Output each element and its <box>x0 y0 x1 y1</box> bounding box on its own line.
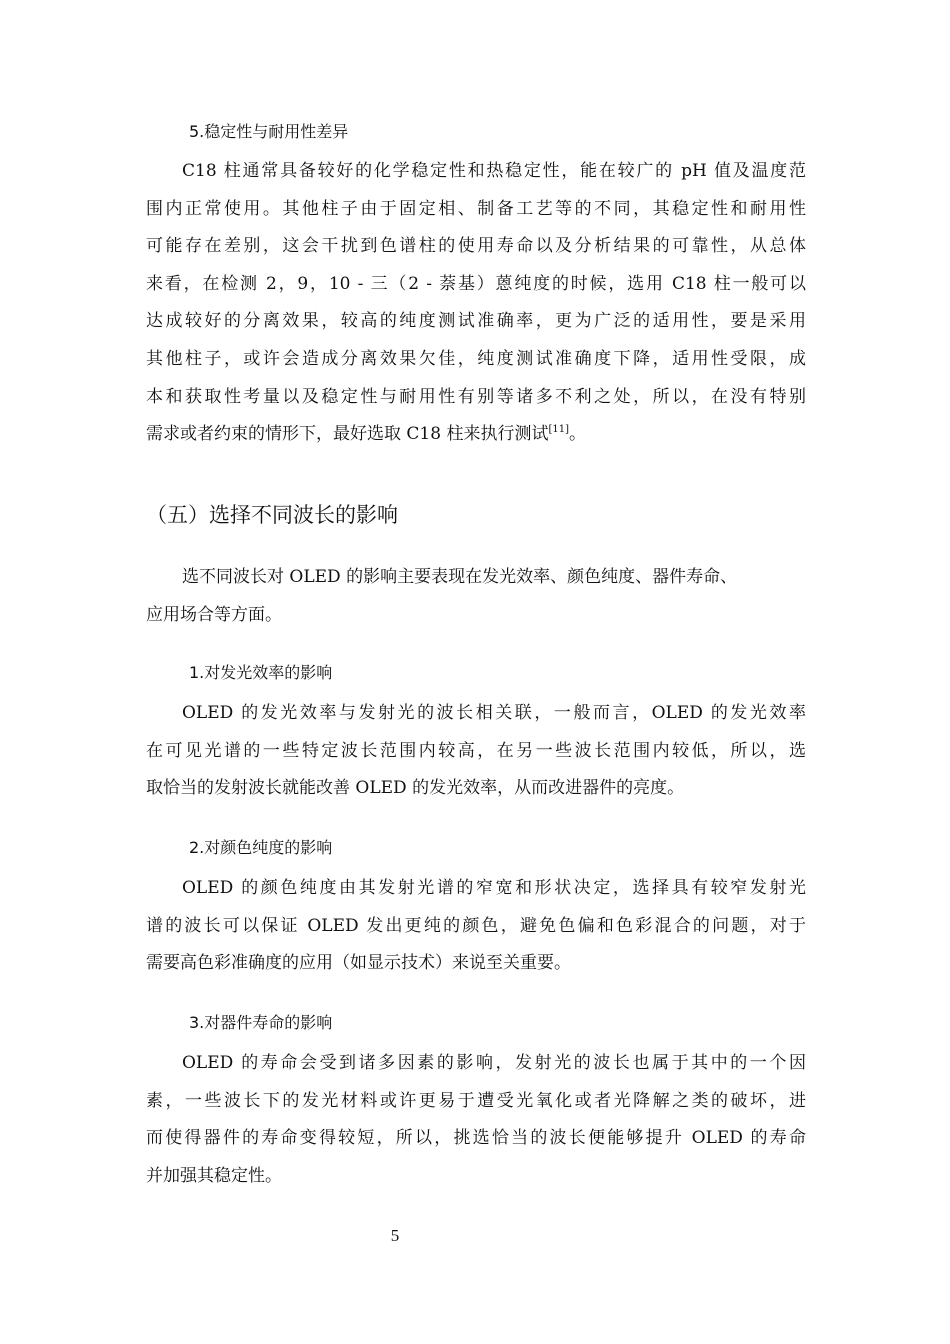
paragraph-line: 并加强其稳定性。 <box>146 1165 282 1186</box>
paragraph-line: 而使得器件的寿命变得较短，所以，挑选恰当的波长便能够提升 OLED 的寿命 <box>146 1128 806 1149</box>
chapter-heading: （五）选择不同波长的影响 <box>146 503 398 527</box>
paragraph-line: 围内正常使用。其他柱子由于固定相、制备工艺等的不同，其稳定性和耐用性 <box>146 198 806 219</box>
subsection-heading-efficiency: 1.对发光效率的影响 <box>189 663 333 682</box>
paragraph-line: 素，一些波长下的发光材料或许更易于遭受光氧化或者光降解之类的破坏，进 <box>146 1090 806 1111</box>
paragraph-line: C18 柱通常具备较好的化学稳定性和热稳定性，能在较广的 pH 值及温度范 <box>182 161 806 181</box>
paragraph-efficiency <box>146 695 806 808</box>
paragraph-line: OLED 的寿命会受到诸多因素的影响，发射光的波长也属于其中的一个因 <box>182 1053 806 1073</box>
paragraph-line: 在可见光谱的一些特定波长范围内较高，在另一些波长范围内较低，所以，选 <box>146 740 806 761</box>
paragraph-line: OLED 的颜色纯度由其发射光谱的窄宽和形状决定，选择具有较窄发射光 <box>182 878 806 898</box>
paragraph-color-purity <box>146 870 806 983</box>
last-line-text: 需求或者约束的情形下，最好选取 C18 柱来执行测试 <box>146 424 549 445</box>
citation-reference: [11] <box>548 424 569 436</box>
paragraph-line: 取恰当的发射波长就能改善 OLED 的发光效率，从而改进器件的亮度。 <box>146 778 685 799</box>
paragraph-line: 谱的波长可以保证 OLED 发出更纯的颜色，避免色偏和色彩混合的问题，对于 <box>146 915 806 936</box>
paragraph-line: 应用场合等方面。 <box>146 604 282 625</box>
paragraph-stability <box>146 153 806 454</box>
paragraph-line: 其他柱子，或许会造成分离效果欠佳，纯度测试准确度下降，适用性受限，成 <box>146 348 806 369</box>
paragraph-line: OLED 的发光效率与发射光的波长相关联，一般而言，OLED 的发光效率 <box>182 703 806 723</box>
page-number: 5 <box>390 1226 400 1245</box>
paragraph-line: 本和获取性考量以及稳定性与耐用性有别等诸多不利之处，所以，在没有特别 <box>146 386 806 407</box>
paragraph-line: 达成较好的分离效果，较高的纯度测试准确率，更为广泛的适用性，要是采用 <box>146 311 806 332</box>
paragraph-intro <box>146 559 820 634</box>
subsection-heading-lifetime: 3.对器件寿命的影响 <box>189 1013 333 1032</box>
paragraph-line: 可能存在差别，这会干扰到色谱柱的使用寿命以及分析结果的可靠性，从总体 <box>146 236 806 257</box>
paragraph-last-line <box>146 416 806 454</box>
subsection-heading-color-purity: 2.对颜色纯度的影响 <box>189 838 333 857</box>
last-line-end: 。 <box>568 424 586 445</box>
section-heading-stability: 5.稳定性与耐用性差异 <box>189 122 349 141</box>
paragraph-line: 来看，在检测 2，9，10 - 三（2 - 萘基）蒽纯度的时候，选用 C18 柱一般可以 <box>146 273 806 294</box>
paragraph-lifetime <box>146 1045 806 1195</box>
paragraph-line: 需要高色彩准确度的应用（如显示技术）来说至关重要。 <box>146 953 571 974</box>
paragraph-line: 选不同波长对 OLED 的影响主要表现在发光效率、颜色纯度、器件寿命、 <box>182 567 738 587</box>
